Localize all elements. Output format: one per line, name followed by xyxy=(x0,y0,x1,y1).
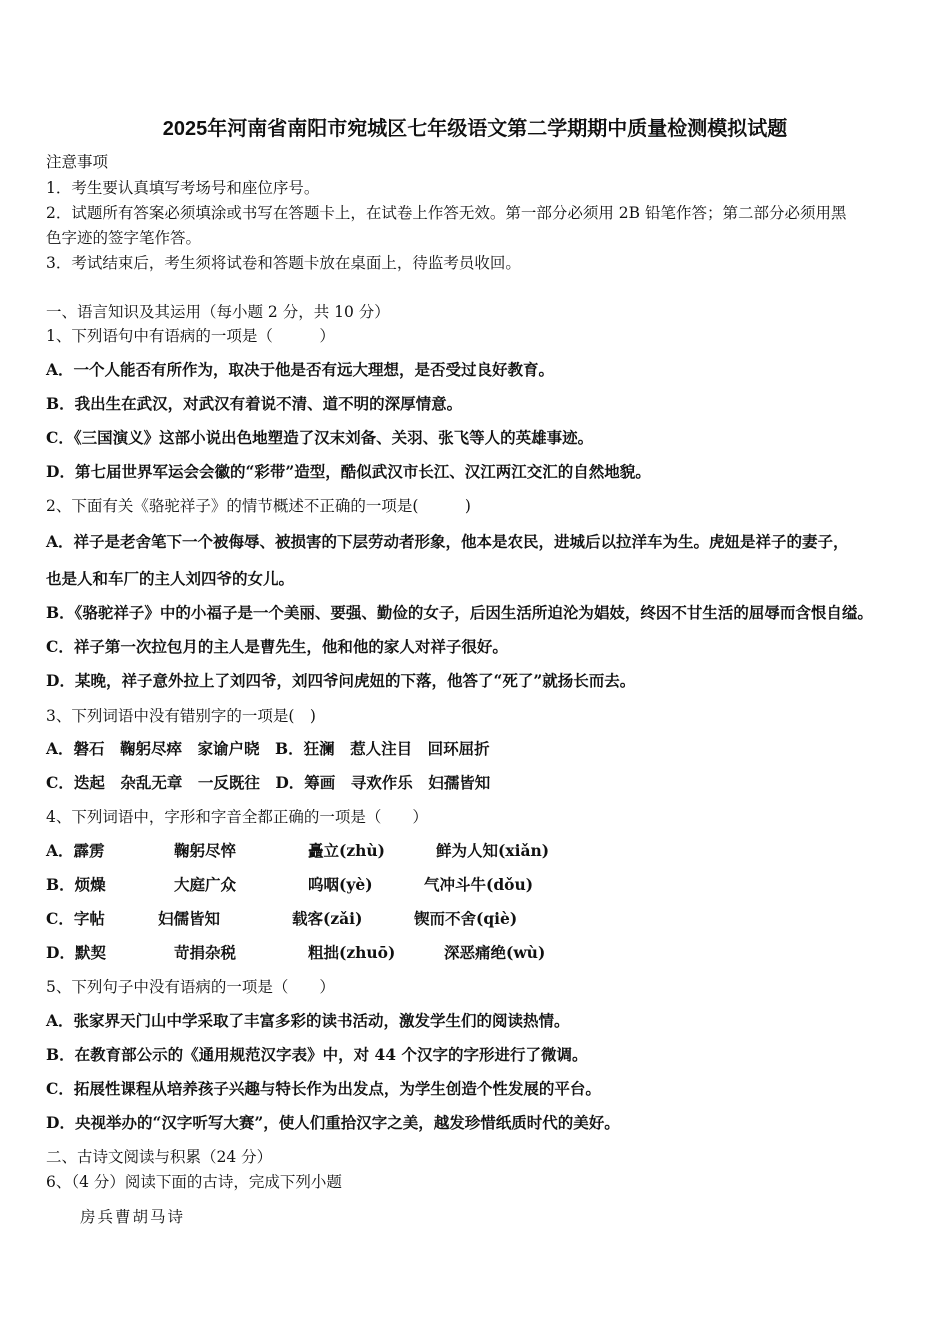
q4-d-word-2: 苛捐杂税 xyxy=(174,943,237,962)
notice-item-2: 2．试题所有答案必须填涂或书写在答题卡上，在试卷上作答无效。第一部分必须用 2B 铅笔作答；第二部分必须用黑 xyxy=(46,204,847,222)
q4-d-word-1: D．默契 xyxy=(46,943,106,962)
q2-stem: 2、下面有关《骆驼祥子》的情节概述不正确的一项是( ) xyxy=(46,497,471,515)
q4-c-word-1: C．字帖 xyxy=(46,909,105,928)
q1-option-c: C．《三国演义》这部小说出色地塑造了汉末刘备、关羽、张飞等人的英雄事迹。 xyxy=(46,428,594,447)
notice-item-1: 1．考生要认真填写考场号和座位序号。 xyxy=(46,179,320,197)
q3-options-row-2: C．迭起 杂乱无章 一反既往 D．筹画 寻欢作乐 妇孺皆知 xyxy=(46,773,491,792)
q5-option-a: A．张家界天门山中学采取了丰富多彩的读书活动，激发学生们的阅读热情。 xyxy=(46,1011,570,1030)
q4-b-word-1: B．烦燥 xyxy=(46,875,106,894)
q5-option-d: D．央视举办的“汉字听写大赛”，使人们重拾汉字之美，越发珍惜纸质时代的美好。 xyxy=(46,1113,620,1132)
q1-option-a: A．一个人能否有所作为，取决于他是否有远大理想，是否受过良好教育。 xyxy=(46,360,555,379)
q2-option-a-cont: 也是人和车厂的主人刘四爷的女儿。 xyxy=(46,569,295,588)
q4-b-word-2: 大庭广众 xyxy=(174,875,237,894)
q2-option-c: C．祥子第一次拉包月的主人是曹先生，他和他的家人对祥子很好。 xyxy=(46,637,508,656)
q4-a-word-2: 鞠躬尽悴 xyxy=(174,841,237,860)
q1-option-d: D．第七届世界军运会会徽的“彩带”造型，酷似武汉市长江、汉江两江交汇的自然地貌。 xyxy=(46,462,651,481)
q4-c-word-4: 锲而不舍(qiè) xyxy=(414,909,518,928)
q2-option-b: B．《骆驼祥子》中的小福子是一个美丽、要强、勤俭的女子，后因生活所迫沦为娼妓，终因不甘生活的屈辱而含恨自缢。 xyxy=(46,603,873,622)
q4-d-word-3: 粗拙(zhuō) xyxy=(308,943,396,962)
q5-option-b: B．在教育部公示的《通用规范汉字表》中，对 44 个汉字的字形进行了微调。 xyxy=(46,1045,588,1064)
q4-a-word-3: 矗立(zhù) xyxy=(308,841,386,860)
q5-option-c: C．拓展性课程从培养孩子兴趣与特长作为出发点，为学生创造个性发展的平台。 xyxy=(46,1079,601,1098)
notice-item-3: 3．考试结束后，考生须将试卷和答题卡放在桌面上，待监考员收回。 xyxy=(46,254,521,272)
q4-a-word-1: A．霹雳 xyxy=(46,841,105,860)
q1-stem: 1、下列语句中有语病的一项是（ ） xyxy=(46,327,335,345)
q4-a-word-4: 鲜为人知(xiǎn) xyxy=(436,841,550,860)
q4-b-word-3: 呜咽(yè) xyxy=(308,875,373,894)
q4-d-word-4: 深恶痛绝(wù) xyxy=(444,943,546,962)
q1-option-b: B．我出生在武汉，对武汉有着说不清、道不明的深厚情意。 xyxy=(46,394,463,413)
q4-c-word-3: 载客(zǎi) xyxy=(292,909,363,928)
section1-heading: 一、语言知识及其运用（每小题 2 分，共 10 分） xyxy=(46,303,390,321)
q6-stem: 6、（4 分）阅读下面的古诗，完成下列小题 xyxy=(46,1173,342,1191)
q2-option-a: A．祥子是老舍笔下一个被侮辱、被损害的下层劳动者形象，他本是农民，进城后以拉洋车为生。虎妞是祥子的妻子， xyxy=(46,532,849,551)
section2-heading: 二、古诗文阅读与积累（24 分） xyxy=(46,1148,273,1166)
q5-stem: 5、下列句子中没有语病的一项是（ ） xyxy=(46,978,335,996)
q3-stem: 3、下列词语中没有错别字的一项是( ) xyxy=(46,707,316,725)
notice-item-2-cont: 色字迹的签字笔作答。 xyxy=(46,229,202,247)
poem-title: 房兵曹胡马诗 xyxy=(80,1208,186,1226)
page-title: 2025年河南省南阳市宛城区七年级语文第二学期期中质量检测模拟试题 xyxy=(162,118,788,140)
notice-heading: 注意事项 xyxy=(46,153,109,171)
q2-option-d: D．某晚，祥子意外拉上了刘四爷，刘四爷问虎妞的下落，他答了“死了”就扬长而去。 xyxy=(46,671,636,690)
q3-options-row-1: A．磐石 鞠躬尽瘁 家谕户晓 B．狂澜 惹人注目 回环屈折 xyxy=(46,739,490,758)
q4-stem: 4、下列词语中，字形和字音全都正确的一项是（ ） xyxy=(46,808,428,826)
q4-b-word-4: 气冲斗牛(dǒu) xyxy=(424,875,534,894)
q4-c-word-2: 妇儒皆知 xyxy=(158,909,221,928)
